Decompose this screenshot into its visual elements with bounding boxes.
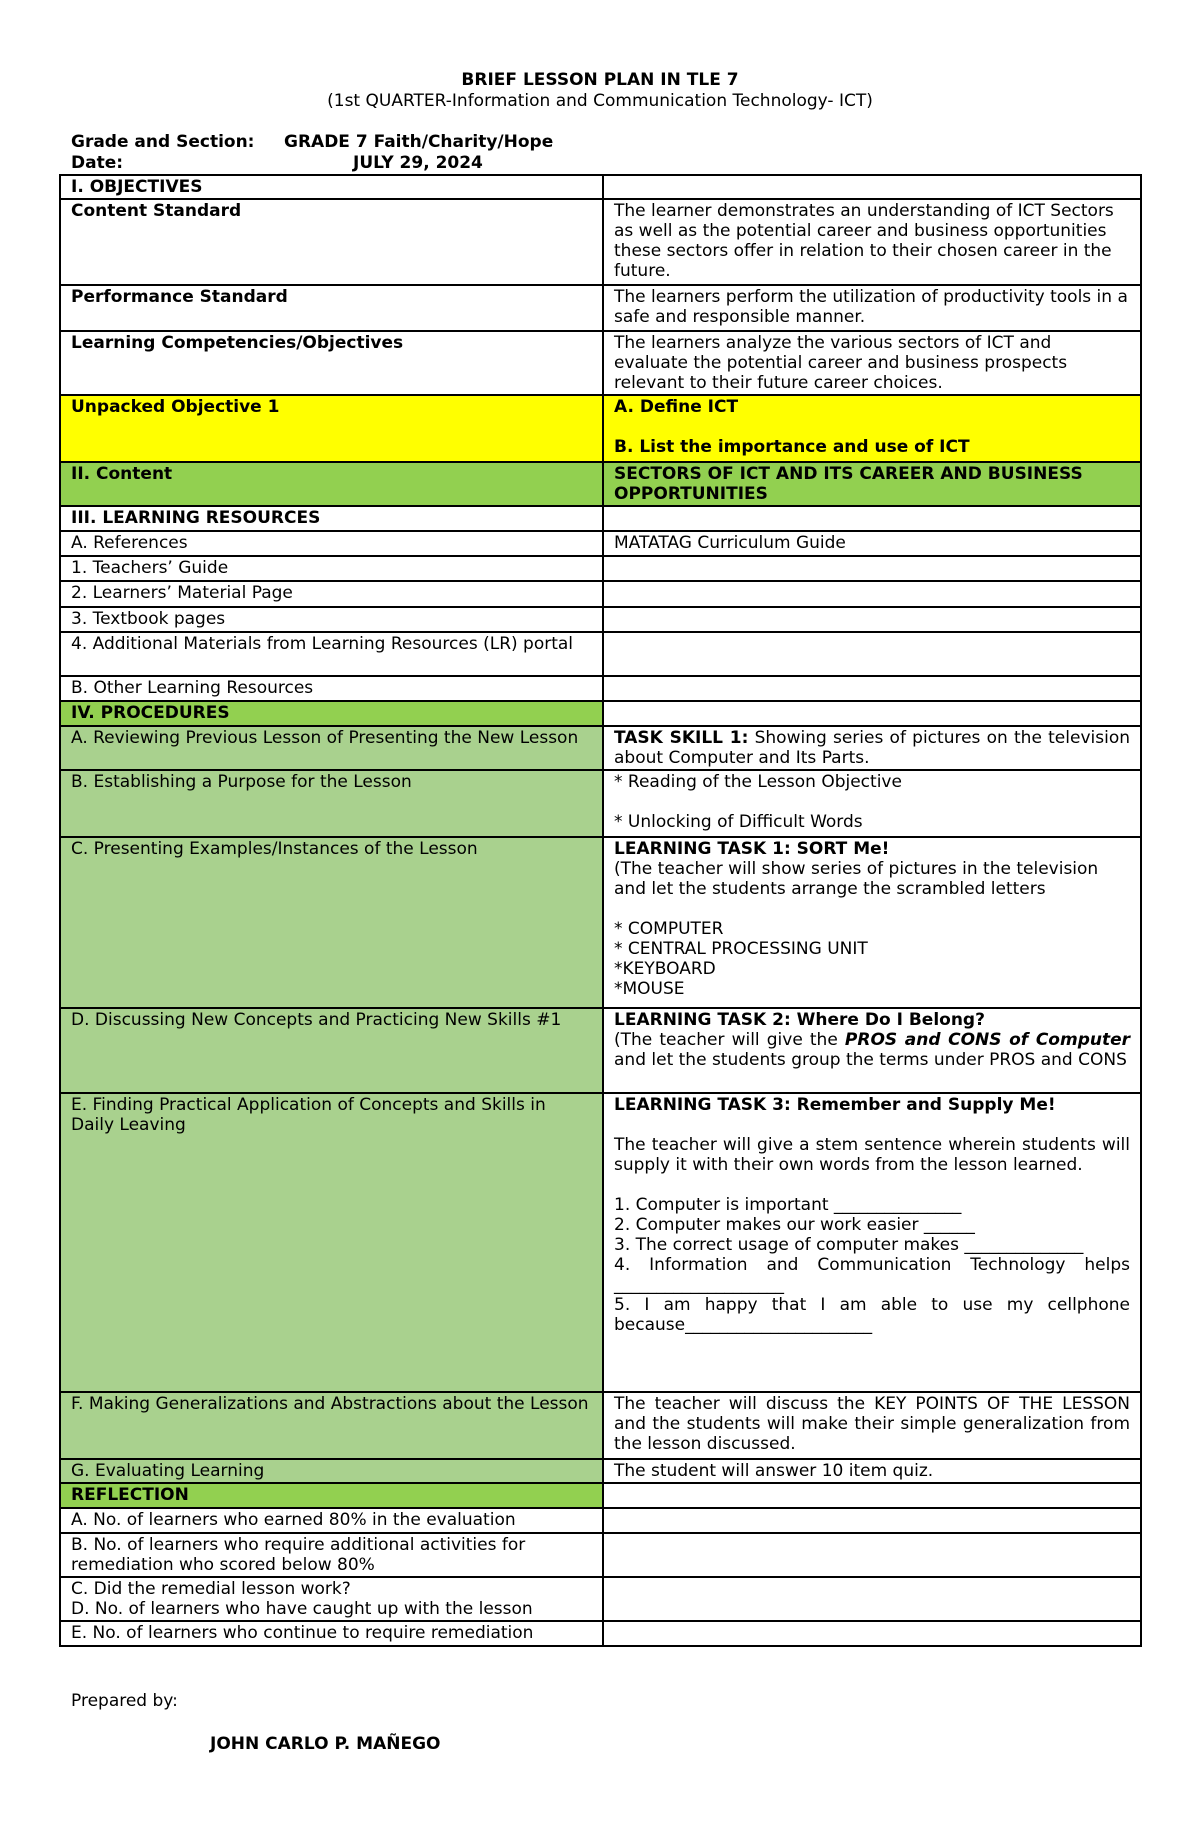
empty-cell xyxy=(603,701,1141,726)
list-item: 3. The correct usage of computer makes ______________ xyxy=(614,1235,1084,1255)
table-row xyxy=(60,1621,1141,1646)
unpacked-objective-b: B. List the importance and use of ICT xyxy=(614,437,970,457)
resources-heading: III. LEARNING RESOURCES xyxy=(60,506,603,531)
grade-value: GRADE 7 Faith/Charity/Hope xyxy=(284,132,554,152)
procedure-b-line-1: * Reading of the Lesson Objective xyxy=(614,772,902,792)
table-row xyxy=(60,556,1141,581)
lesson-plan-table xyxy=(59,174,1142,1647)
empty-cell xyxy=(603,676,1141,701)
pros-cons-emphasis: PROS and CONS of Computer xyxy=(844,1030,1130,1050)
table-row xyxy=(60,632,1141,676)
performance-standard-label: Performance Standard xyxy=(60,285,603,331)
table-row xyxy=(60,285,1141,331)
table-row xyxy=(60,331,1141,395)
empty-cell xyxy=(603,506,1141,531)
table-row xyxy=(60,581,1141,607)
date-value: JULY 29, 2024 xyxy=(353,153,483,173)
procedure-g-value: The student will answer 10 item quiz. xyxy=(603,1459,1141,1483)
other-resources-label: B. Other Learning Resources xyxy=(60,676,603,701)
table-row xyxy=(60,175,1141,199)
procedure-d-value xyxy=(603,1008,1141,1093)
content-value: SECTORS OF ICT AND ITS CAREER AND BUSINESS OPPORTUNITIES xyxy=(603,462,1141,506)
table-row xyxy=(60,395,1141,462)
list-item: * CENTRAL PROCESSING UNIT xyxy=(614,939,868,959)
prepared-by-label: Prepared by: xyxy=(71,1691,178,1711)
table-row xyxy=(60,1483,1141,1508)
table-row xyxy=(60,1508,1141,1533)
learning-task-1-title: LEARNING TASK 1: SORT Me! xyxy=(614,839,890,859)
empty-cell xyxy=(603,1483,1141,1508)
table-row xyxy=(60,701,1141,726)
table-row xyxy=(60,199,1141,285)
table-row xyxy=(60,607,1141,632)
procedure-c-value xyxy=(603,837,1141,1008)
procedure-a-label: A. Reviewing Previous Lesson of Presenting the New Lesson xyxy=(60,726,603,770)
table-row xyxy=(60,1577,1141,1621)
content-standard-value: The learner demonstrates an understanding of ICT Sectors as well as the potential career and business opportunities these sectors offer in relation to their chosen career in the future. xyxy=(603,199,1141,285)
learners-material-label: 2. Learners’ Material Page xyxy=(60,581,603,607)
task-skill-text: Showing series of pictures on the television about Computer and Its Parts. xyxy=(614,728,1130,768)
learning-task-2-desc xyxy=(614,1030,1130,1070)
task-skill-label: TASK SKILL 1: xyxy=(614,728,749,748)
table-row xyxy=(60,1459,1141,1483)
table-row xyxy=(60,462,1141,506)
procedure-a-value xyxy=(603,726,1141,770)
references-label: A. References xyxy=(60,531,603,556)
procedure-e-label: E. Finding Practical Application of Concepts and Skills in Daily Leaving xyxy=(60,1093,603,1392)
learning-task-3-desc: The teacher will give a stem sentence wherein students will supply it with their own words from the lesson learned. xyxy=(614,1135,1130,1175)
table-row xyxy=(60,770,1141,837)
list-item: * COMPUTER xyxy=(614,919,724,939)
unpacked-objective-a: A. Define ICT xyxy=(614,397,739,417)
empty-cell xyxy=(603,175,1141,199)
unpacked-objective-value xyxy=(603,395,1141,462)
list-item: 1. Computer is important _______________ xyxy=(614,1195,962,1215)
table-row xyxy=(60,676,1141,701)
date-label: Date: xyxy=(71,153,124,173)
reflection-b: B. No. of learners who require additional activities for remediation who scored below 80% xyxy=(60,1533,603,1577)
table-row xyxy=(60,1533,1141,1577)
reflection-d: D. No. of learners who have caught up with the lesson xyxy=(71,1599,533,1619)
procedure-d-label: D. Discussing New Concepts and Practicing New Skills #1 xyxy=(60,1008,603,1093)
empty-cell xyxy=(603,581,1141,607)
empty-cell xyxy=(603,1577,1141,1621)
empty-cell xyxy=(603,632,1141,676)
table-row xyxy=(60,531,1141,556)
procedure-b-line-2: * Unlocking of Difficult Words xyxy=(614,812,863,832)
empty-cell xyxy=(603,1533,1141,1577)
references-value: MATATAG Curriculum Guide xyxy=(603,531,1141,556)
table-row xyxy=(60,506,1141,531)
reflection-c: C. Did the remedial lesson work? xyxy=(71,1579,351,1599)
table-row xyxy=(60,726,1141,770)
competencies-value: The learners analyze the various sectors of ICT and evaluate the potential career and business prospects relevant to their future career choices. xyxy=(603,331,1141,395)
table-row xyxy=(60,837,1141,1008)
learning-task-1-desc: (The teacher will show series of pictures in the television and let the students arrange the scrambled letters xyxy=(614,859,1099,899)
performance-standard-value: The learners perform the utilization of productivity tools in a safe and responsible manner. xyxy=(603,285,1141,331)
table-row xyxy=(60,1008,1141,1093)
procedure-c-label: C. Presenting Examples/Instances of the Lesson xyxy=(60,837,603,1008)
procedure-f-value: The teacher will discuss the KEY POINTS OF THE LESSON and the students will make their simple generalization from the lesson discussed. xyxy=(603,1392,1141,1459)
procedures-heading: IV. PROCEDURES xyxy=(60,701,603,726)
table-row xyxy=(60,1392,1141,1459)
list-item: *KEYBOARD xyxy=(614,959,716,979)
list-item: 4. Information and Communication Technology helps ____________________ xyxy=(614,1255,1130,1295)
list-item: 2. Computer makes our work easier ______ xyxy=(614,1215,975,1235)
empty-cell xyxy=(603,1621,1141,1646)
learning-task-3-title: LEARNING TASK 3: Remember and Supply Me! xyxy=(614,1095,1056,1115)
list-item: *MOUSE xyxy=(614,979,685,999)
content-label: II. Content xyxy=(60,462,603,506)
empty-cell xyxy=(603,1508,1141,1533)
procedure-g-label: G. Evaluating Learning xyxy=(60,1459,603,1483)
additional-materials-label: 4. Additional Materials from Learning Resources (LR) portal xyxy=(60,632,603,676)
reflection-a: A. No. of learners who earned 80% in the evaluation xyxy=(60,1508,603,1533)
procedure-b-value xyxy=(603,770,1141,837)
learning-task-2-title: LEARNING TASK 2: Where Do I Belong? xyxy=(614,1010,985,1030)
textbook-label: 3. Textbook pages xyxy=(60,607,603,632)
procedure-f-label: F. Making Generalizations and Abstractions about the Lesson xyxy=(60,1392,603,1459)
document-subtitle: (1st QUARTER-Information and Communication Technology- ICT) xyxy=(327,91,873,111)
empty-cell xyxy=(603,607,1141,632)
list-item: 5. I am happy that I am able to use my cellphone because______________________ xyxy=(614,1295,1130,1335)
learning-task-2-text: (The teacher will give the xyxy=(614,1030,845,1050)
unpacked-objective-label: Unpacked Objective 1 xyxy=(60,395,603,462)
reflection-heading: REFLECTION xyxy=(60,1483,603,1508)
competencies-label: Learning Competencies/Objectives xyxy=(60,331,603,395)
content-standard-label: Content Standard xyxy=(60,199,603,285)
procedure-e-value xyxy=(603,1093,1141,1392)
document-title: BRIEF LESSON PLAN IN TLE 7 xyxy=(461,70,739,90)
table-row xyxy=(60,1093,1141,1392)
reflection-e: E. No. of learners who continue to require remediation xyxy=(60,1621,603,1646)
reflection-cd xyxy=(60,1577,603,1621)
preparer-name: JOHN CARLO P. MAÑEGO xyxy=(210,1734,441,1754)
empty-cell xyxy=(603,556,1141,581)
objectives-heading: I. OBJECTIVES xyxy=(60,175,603,199)
procedure-b-label: B. Establishing a Purpose for the Lesson xyxy=(60,770,603,837)
teachers-guide-label: 1. Teachers’ Guide xyxy=(60,556,603,581)
learning-task-2-text-end: and let the students group the terms under PROS and CONS xyxy=(614,1050,1127,1070)
grade-label: Grade and Section: xyxy=(71,132,255,152)
